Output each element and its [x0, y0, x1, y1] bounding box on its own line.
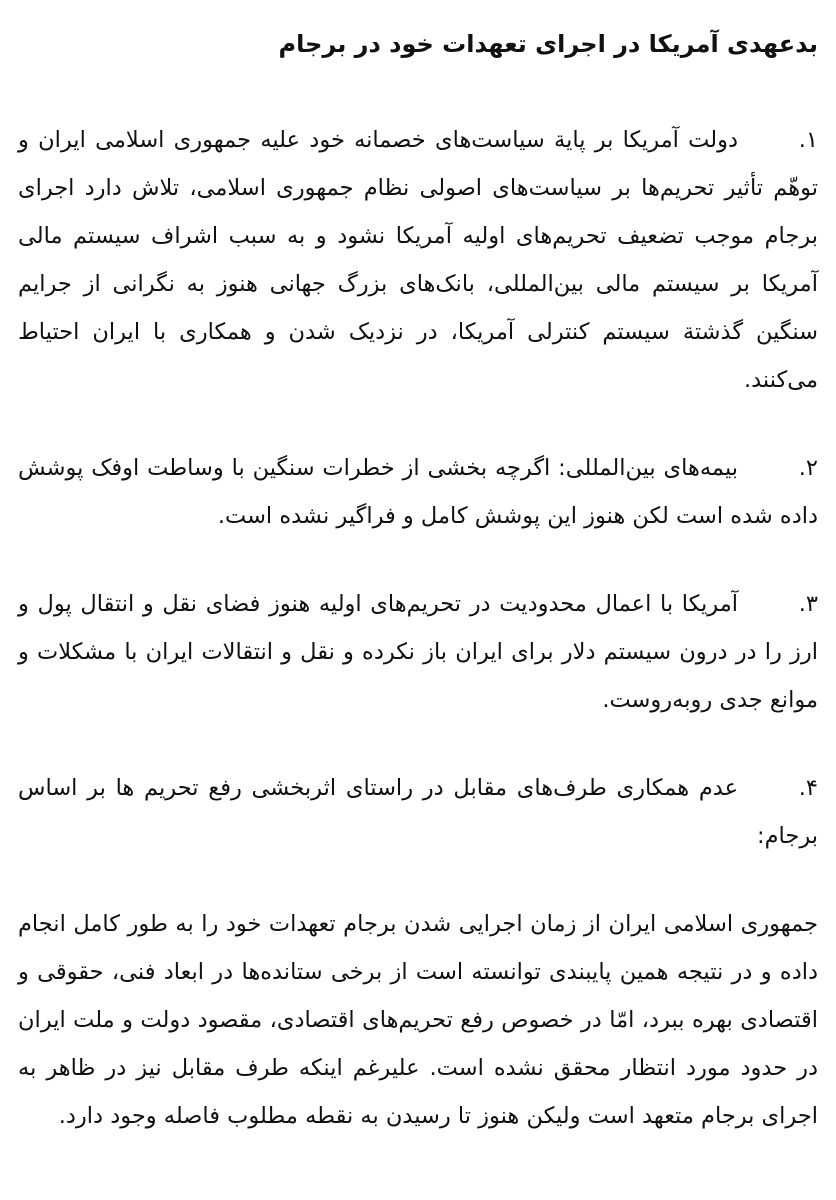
item-number: ۳. [798, 591, 818, 617]
item-number: ۴. [798, 775, 818, 801]
list-item-2 [18, 444, 818, 540]
item-number: ۲. [798, 455, 818, 481]
item-text: دولت آمریکا بر پایة سیاست‌های خصمانه خود علیه جمهوری اسلامی ایران و توهّم تأثیر تحریم‌ها بر سیاست‌های اصولی نظام جمهوری اسلامی، تلاش دارد اجرای برجام موجب تضعیف تحریم‌های اولیه آمریکا نشود و به سبب اشراف سیستم مالی آمریکا بر سیستم مالی بین‌المللی، بانک‌های بزرگ جهانی هنوز به نگرانی از جرایم سنگین گذشتة سیستم کنترلی آمریکا، در نزدیک شدن و همکاری با ایران احتیاط می‌کنند. [18, 127, 818, 393]
item-number: ۱. [798, 127, 818, 153]
item-text: آمریکا با اعمال محدودیت در تحریم‌های اولیه هنوز فضای نقل و انتقال پول و ارز را در درون سیستم دلار برای ایران باز نکرده و نقل و انتقالات ایران با مشکلات و موانع جدی روبه‌روست. [18, 591, 818, 713]
item-text: بیمه‌های بین‌المللی: اگرچه بخشی از خطرات سنگین با وساطت اوفک پوشش داده شده است لکن هنوز این پوشش کامل و فراگیر نشده است. [18, 455, 818, 529]
list-item-4 [18, 764, 818, 860]
item-text: عدم همکاری طرف‌های مقابل در راستای اثربخشی رفع تحریم ها بر اساس برجام: [18, 775, 818, 849]
page-title: بدعهدی آمریکا در اجرای تعهدات خود در برجام [278, 30, 818, 58]
body-paragraph: جمهوری اسلامی ایران از زمان اجرایی شدن برجام تعهدات خود را به طور کامل انجام داده و در نتیجه همین پایبندی توانسته است از برخی ستانده‌ها در ابعاد فنی، حقوقی و اقتصادی بهره ببرد، امّا در خصوص رفع تحریم‌های اقتصادی، مقصود دولت و ملت ایران در حدود مورد انتظار محقق نشده است. علیرغم اینکه طرف مقابل نیز در ظاهر به اجرای برجام متعهد است ولیکن هنوز تا رسیدن به نقطه مطلوب فاصله وجود دارد. [18, 911, 818, 1129]
list-item-1 [18, 116, 818, 404]
list-item-3 [18, 580, 818, 724]
